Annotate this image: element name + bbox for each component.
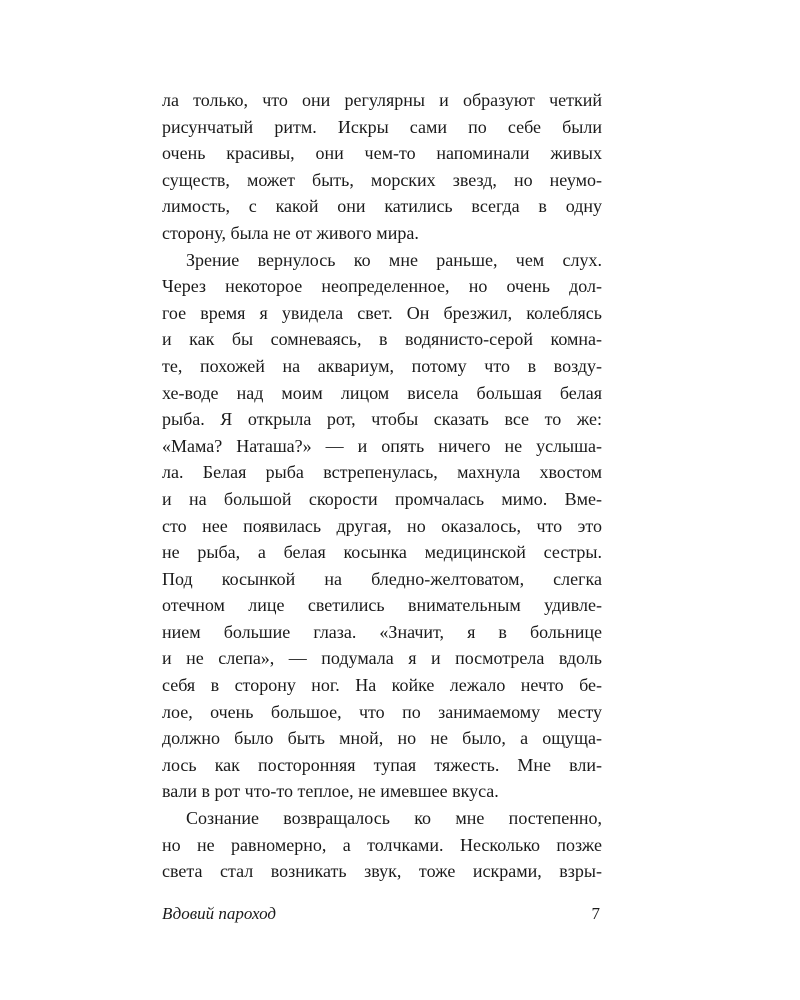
- text-line: ла. Белая рыба встрепенулась, махнула хвостом: [162, 462, 602, 483]
- text-line: лось как посторонняя тупая тяжесть. Мне вли-: [162, 754, 602, 775]
- text-line: не рыба, а белая косынка медицинской сестры.: [162, 542, 602, 563]
- text-line: лимость, с какой они катились всегда в одну: [162, 196, 602, 217]
- text-line: Зрение вернулось ко мне раньше, чем слух.: [186, 249, 602, 270]
- text-line: отечном лице светились внимательным удивле-: [162, 595, 602, 616]
- text-line: и как бы сомневаясь, в водянисто-серой комна-: [162, 329, 602, 350]
- text-line: рисунчатый ритм. Искры сами по себе были: [162, 116, 602, 137]
- text-line: «Мама? Наташа?» — и опять ничего не услыша-: [162, 435, 602, 456]
- text-line: сторону, была не от живого мира.: [162, 222, 419, 243]
- text-line: должно было быть мной, но не было, а ощуща-: [162, 728, 602, 749]
- text-line: существ, может быть, морских звезд, но неумо-: [162, 169, 602, 190]
- text-line: хе-воде над моим лицом висела большая белая: [162, 382, 602, 403]
- text-line: гое время я увидела свет. Он брезжил, колеблясь: [162, 302, 602, 323]
- text-line: и не слепа», — подумала я и посмотрела вдоль: [162, 648, 602, 669]
- running-title: Вдовий пароход: [162, 904, 276, 923]
- text-line: и на большой скорости промчалась мимо. Вме-: [162, 488, 602, 509]
- text-line: нием большие глаза. «Значит, я в больнице: [162, 621, 602, 642]
- text-line: Под косынкой на бледно-желтоватом, слегка: [162, 568, 602, 589]
- page-number: 7: [591, 904, 600, 923]
- body-text: [162, 87, 602, 885]
- text-line: сто нее появилась другая, но оказалось, что это: [162, 515, 602, 536]
- text-line: те, похожей на аквариум, потому что в возду-: [162, 355, 602, 376]
- text-line: себя в сторону ног. На койке лежало нечто бе-: [162, 675, 602, 696]
- text-line: рыба. Я открыла рот, чтобы сказать все то же:: [162, 409, 602, 430]
- page-footer: [162, 900, 600, 928]
- text-line: лое, очень большое, что по занимаемому месту: [162, 701, 602, 722]
- text-line: Через некоторое неопределенное, но очень дол-: [162, 276, 602, 297]
- text-line: Сознание возвращалось ко мне постепенно,: [186, 808, 602, 829]
- text-line: ла только, что они регулярны и образуют четкий: [162, 90, 602, 110]
- text-line: но не равномерно, а толчками. Несколько позже: [162, 834, 602, 855]
- text-line: света стал возникать звук, тоже искрами, взры-: [162, 861, 602, 882]
- text-line: очень красивы, они чем-то напоминали живых: [162, 143, 602, 164]
- text-line: вали в рот что-то теплое, не имевшее вкуса.: [162, 781, 499, 802]
